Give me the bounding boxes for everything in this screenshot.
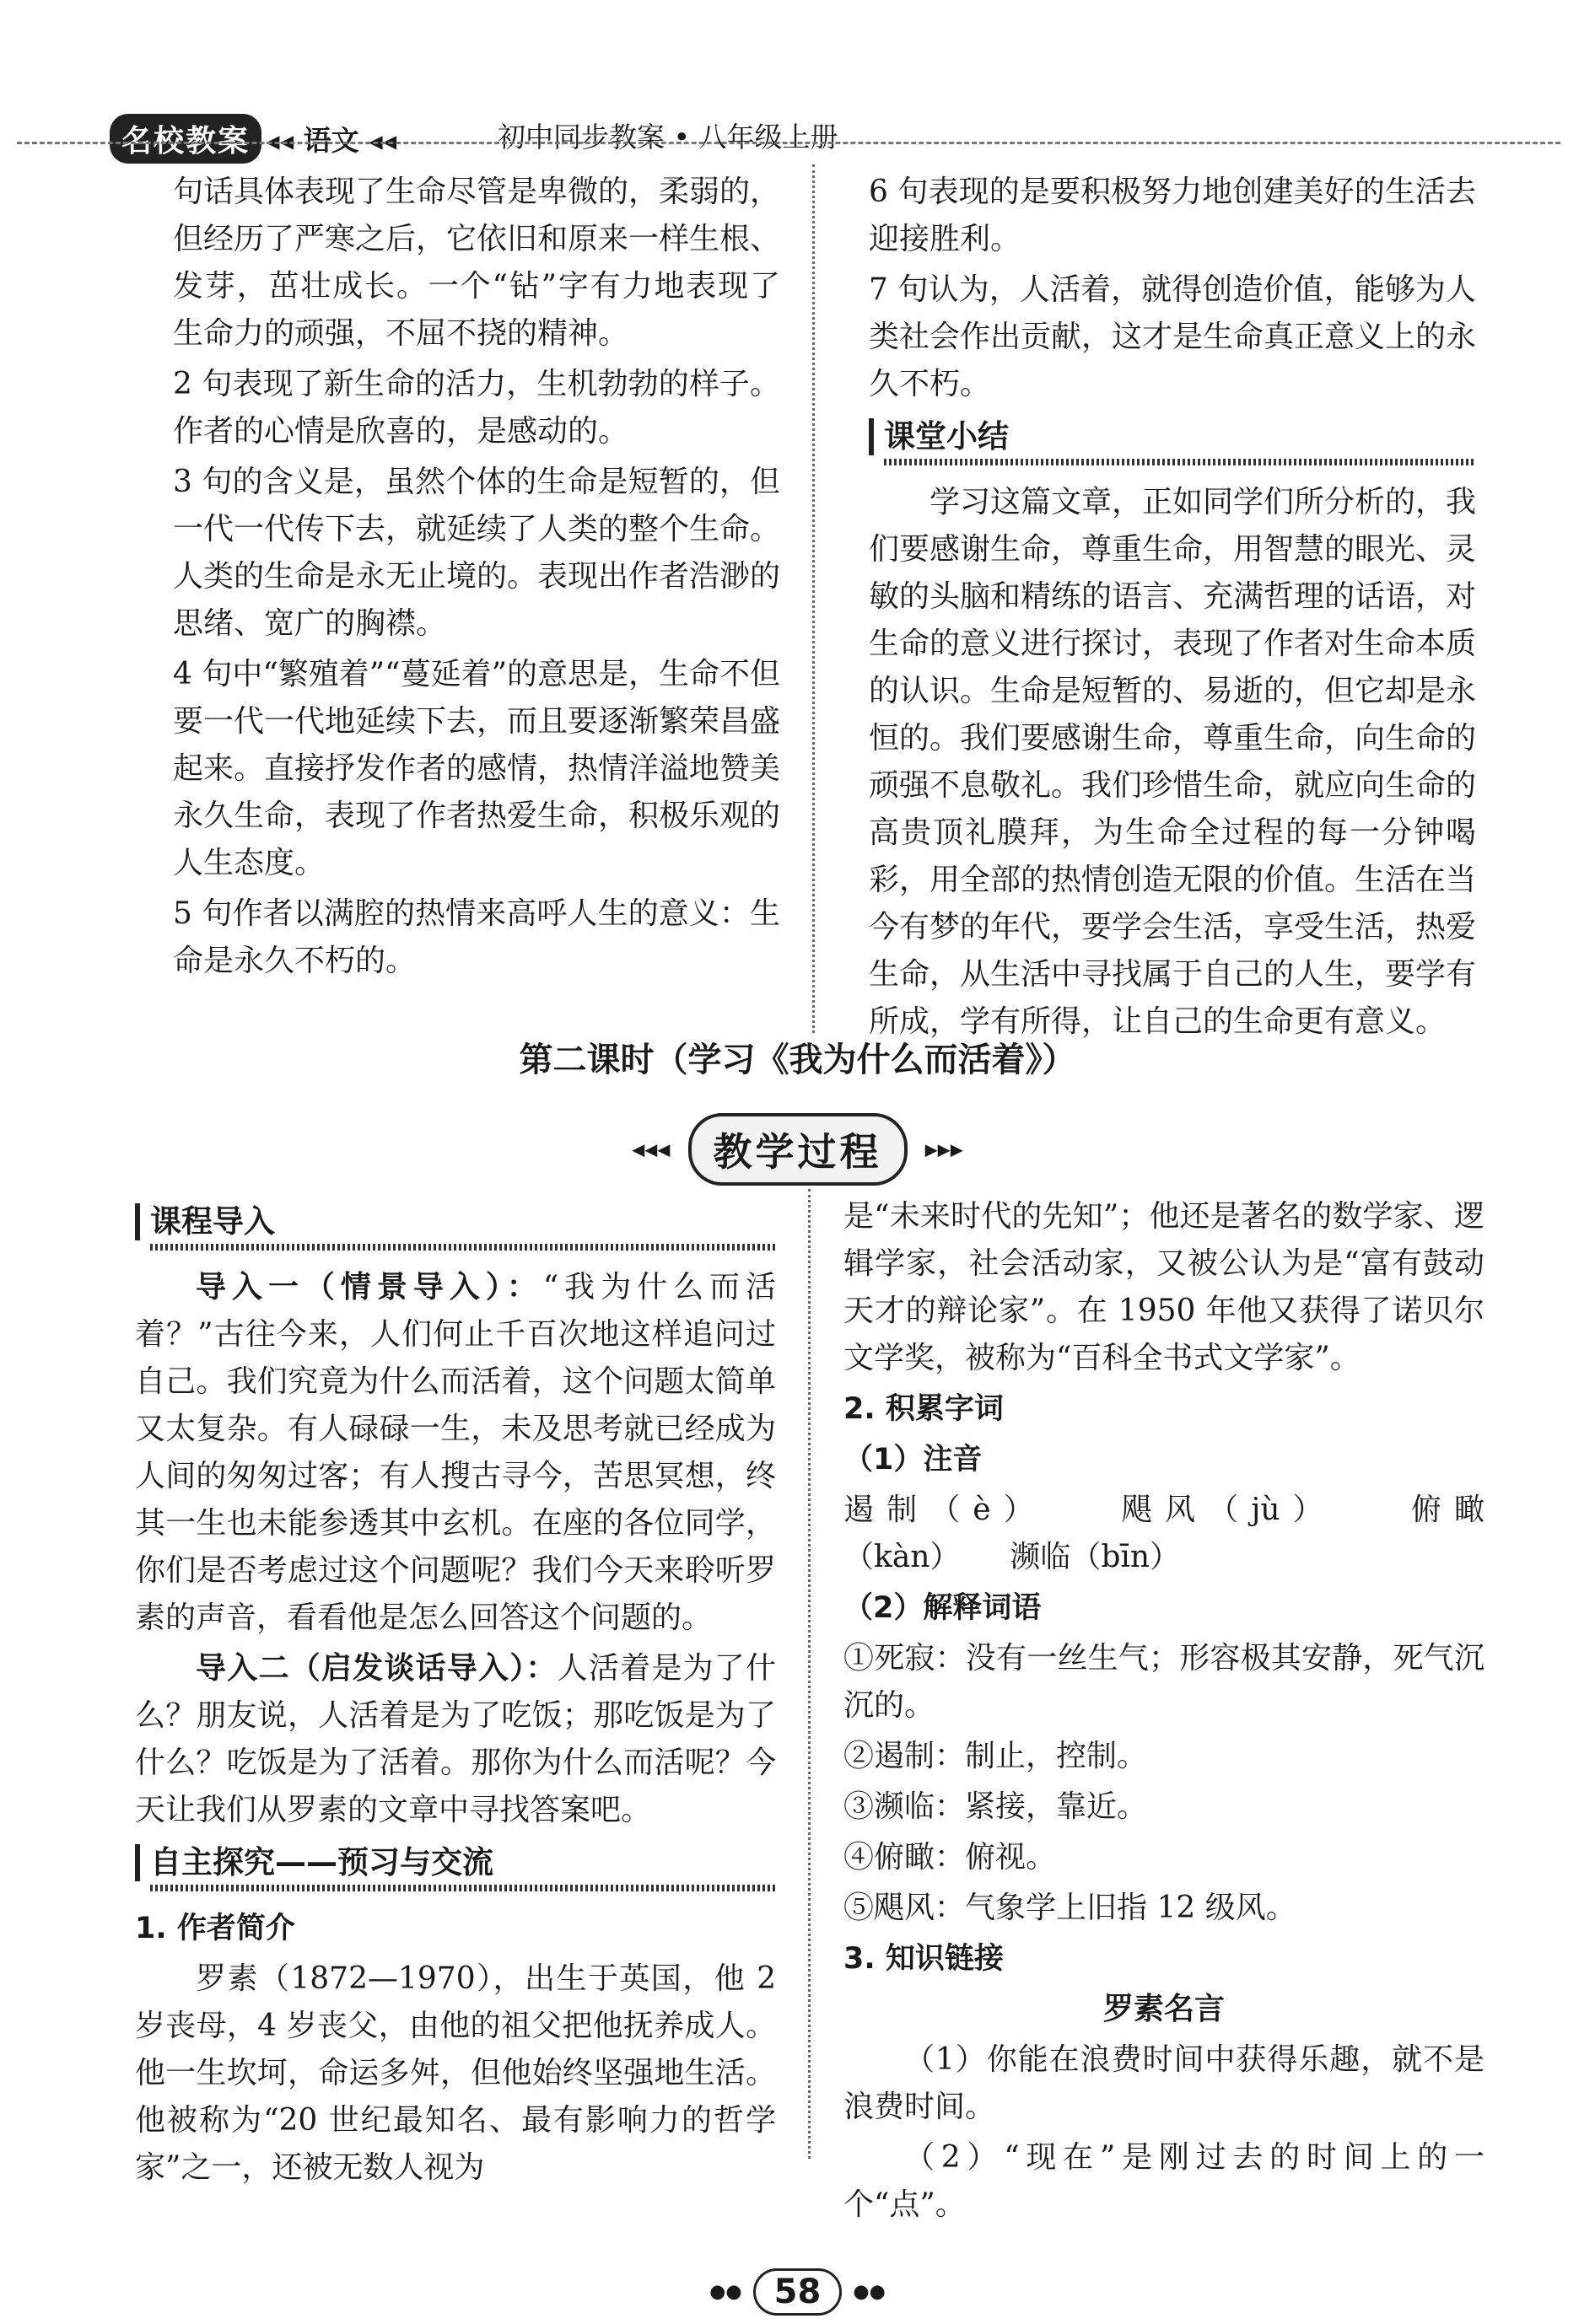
pronunciation-item: 俯瞰（kàn） (843, 1493, 1485, 1574)
summary-heading (869, 413, 1476, 464)
explanation-item: ④俯瞰：俯视。 (843, 1840, 1057, 1875)
quote-item: （1）你能在浪费时间中获得乐趣，就不是浪费时间。 (843, 2042, 1485, 2124)
explore-heading (135, 1839, 776, 1890)
heading-bar (135, 1203, 140, 1240)
intro-1-text: “我为什么而活着？”古往今来，人们何止千百次地这样追问过自己。我们究竟为什么而活着，这个问题太简单又太复杂。有人碌碌一生，未及思考就已经成为人间的匆匆过客；有人搜古寻今，苦思冥想，终其一生也未能参透其中玄机。在座的各位同学，你们是否考虑过这个问题呢？我们今天来聆听罗素的声音，看看他是怎么回答这个问题的。 (135, 1270, 776, 1635)
intro-2 (135, 1645, 776, 1834)
page-number: 58 (753, 2268, 843, 2316)
pronunciation-list (843, 1487, 1485, 1581)
bottom-right-column (843, 1193, 1485, 2232)
summary-text: 学习这篇文章，正如同学们所分析的，我们要感谢生命，尊重生命，用智慧的眼光、灵敏的头脑和精练的语言、充满哲理的话语，对生命的意义进行探讨，表现了作者对生命本质的认识。生命是短暂的、易逝的，但它却是永恒的。我们要感谢生命，尊重生命，向生命的顽强不息敬礼。我们珍惜生命，就应向生命的高贵顶礼膜拜，为生命全过程的每一分钟喝彩，用全部的热情创造无限的价值。生活在当今有梦的年代，要学会生活，享受生活，热爱生命，从生活中寻找属于自己的人生，要学有所成，学有所得，让自己的生命更有意义。 (869, 485, 1477, 1039)
explain-heading: （2）解释词语 (843, 1591, 1042, 1625)
page-header (101, 105, 1560, 159)
heading-rule (150, 1885, 776, 1891)
header-divider (17, 142, 1560, 144)
intro-heading (135, 1198, 776, 1249)
teaching-process-banner (0, 1113, 1595, 1186)
top-right-column (869, 169, 1476, 1049)
pronunciation-item: 濒临（bīn） (1010, 1540, 1181, 1574)
intro-2-text: 人活着是为了什么？朋友说，人活着是为了吃饭；那吃饭是为了什么？吃饭是为了活着。那你为什么而活呢？今天让我们从罗素的文章中寻找答案吧。 (135, 1651, 776, 1827)
explanation-item: ②遏制：制止，控制。 (843, 1739, 1148, 1773)
intro-1 (135, 1264, 776, 1642)
paragraph: 7 句认为，人活着，就得创造价值，能够为人类社会作出贡献，这才是生命真正意义上的永久不朽。 (869, 272, 1477, 401)
column-divider (808, 1189, 811, 2159)
paragraph: 6 句表现的是要积极努力地创建美好的生活去迎接胜利。 (869, 175, 1476, 256)
explanation-item: ③濒临：紧接，靠近。 (843, 1789, 1148, 1824)
paragraph: 5 句作者以满腔的热情来高呼人生的意义：生命是永久不朽的。 (173, 896, 780, 978)
heading-bar (135, 1844, 140, 1881)
explore-heading-label: 自主探究——预习与交流 (150, 1844, 493, 1880)
pronunciation-item: 飓风（jù） (1121, 1493, 1336, 1527)
book-title: 初中同步教案 • 八年级上册 (498, 121, 838, 153)
intro-heading-label: 课程导入 (150, 1203, 275, 1240)
pron-heading: （1）注音 (843, 1443, 983, 1477)
quote-item: （2）“现在”是刚过去的时间上的一个“点”。 (843, 2140, 1485, 2222)
author-heading: 1. 作者简介 (135, 1912, 295, 1945)
right-arrows-icon: ▸▸▸ (924, 1134, 963, 1165)
paragraph: 2 句表现了新生命的活力，生机勃勃的样子。作者的心情是欣喜的，是感动的。 (173, 367, 780, 449)
heading-rule (150, 1244, 776, 1251)
quotes-title: 罗素名言 (1102, 1992, 1225, 2026)
bottom-left-column (135, 1193, 776, 2195)
dots-icon: ●● (853, 2281, 886, 2303)
brand-logo: 名校教案 (110, 114, 261, 164)
summary-heading-label: 课堂小结 (884, 418, 1009, 455)
subject-label: ◂◂ 语文 ◂◂ (266, 124, 397, 157)
vocab-heading: 2. 积累字词 (843, 1392, 1004, 1426)
intro-2-lead: 导入二（启发谈话导入）： (196, 1651, 558, 1686)
heading-rule (884, 459, 1476, 465)
intro-1-lead: 导入一（情景导入）： (196, 1270, 543, 1305)
lesson-title: 第二课时（学习《我为什么而活着》） (519, 1040, 1076, 1079)
paragraph: 4 句中“繁殖着”“蔓延着”的意思是，生命不但要一代一代地延续下去，而且要逐渐繁荣昌盛起来。直接抒发作者的感情，热情洋溢地赞美永久生命，表现了作者热爱生命，积极乐观的人生态度。 (173, 657, 781, 880)
explanation-item: ①死寂：没有一丝生气；形容极其安静，死气沉沉的。 (843, 1641, 1485, 1723)
column-divider (812, 164, 815, 1033)
left-arrows-icon: ◂◂◂ (632, 1134, 671, 1165)
explanation-item: ⑤飓风：气象学上旧指 12 级风。 (843, 1891, 1296, 1925)
paragraph: 3 句的含义是，虽然个体的生命是短暂的，但一代一代传下去，就延续了人类的整个生命。人类的生命是永无止境的。表现出作者浩渺的思绪、宽广的胸襟。 (173, 465, 781, 641)
dots-icon: ●● (709, 2281, 742, 2303)
paragraph: 句话具体表现了生命尽管是卑微的，柔弱的，但经历了严寒之后，它依旧和原来一样生根、发芽，茁壮成长。一个“钻”字有力地表现了生命力的顽强，不屈不挠的精神。 (173, 175, 781, 351)
link-heading: 3. 知识链接 (843, 1942, 1004, 1976)
page-number-badge (0, 2268, 1595, 2316)
author-text-continued: 是“未来时代的先知”；他还是著名的数学家、逻辑学家，社会活动家，又被公认为是“富有鼓动天才的辩论家”。在 1950 年他又获得了诺贝尔文学奖，被称为“百科全书式文学家”。 (843, 1199, 1485, 1375)
author-text: 罗素（1872—1970），出生于英国，他 2 岁丧母，4 岁丧父，由他的祖父把他抚养成人。他一生坎坷，命运多舛，但他始终坚强地生活。他被称为“20 世纪最知名、最有影响力的哲学家”之一，还被无数人视为 (135, 1961, 776, 2185)
pronunciation-item: 遏制（è） (843, 1493, 1047, 1527)
heading-bar (869, 418, 874, 455)
top-left-column (173, 169, 780, 988)
banner-label: 教学过程 (688, 1113, 908, 1186)
